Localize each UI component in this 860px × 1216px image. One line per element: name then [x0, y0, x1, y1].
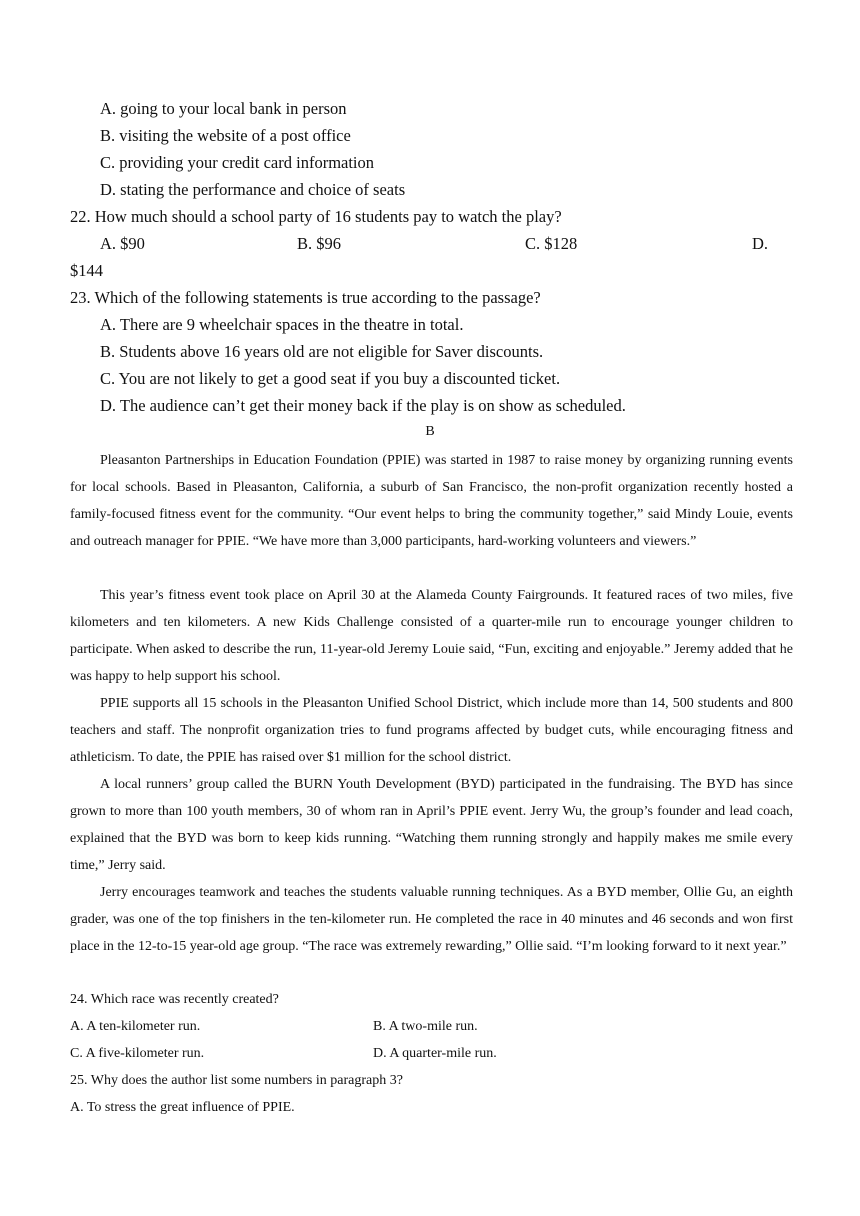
q24-option-b: B. A two-mile run.: [373, 1019, 478, 1034]
q21-option-a: A. going to your local bank in person: [100, 99, 347, 118]
passage-paragraph-3: PPIE supports all 15 schools in the Pleasanton Unified School District, which include more than 14, 500 students and 800 teachers and staff. The nonprofit organization tries to fund programs affected by budget cuts, while encouraging fitness and athleticism. To date, the PPIE has raised over $1 million for the school district.: [70, 696, 793, 765]
q24-option-a: A. A ten-kilometer run.: [70, 1019, 201, 1034]
q23-option-b: B. Students above 16 years old are not eligible for Saver discounts.: [100, 342, 544, 361]
q21-option-c: C. providing your credit card information: [100, 153, 375, 172]
q22-stem: 22. How much should a school party of 16 students pay to watch the play?: [70, 207, 562, 226]
q24-stem: 24. Which race was recently created?: [70, 992, 279, 1007]
passage-paragraph-2: This year’s fitness event took place on April 30 at the Alameda County Fairgrounds. It featured races of two miles, five kilometers and ten kilometers. A new Kids Challenge consisted of a quarter-mile run to encourage younger children to participate. When asked to describe the run, 11-year-old Jeremy Louie said, “Fun, exciting and enjoyable.” Jeremy added that he was happy to help support his school.: [70, 588, 793, 684]
q23-stem: 23. Which of the following statements is true according to the passage?: [70, 288, 541, 307]
q24-option-d: D. A quarter-mile run.: [373, 1046, 497, 1061]
q22-option-b: B. $96: [297, 234, 342, 253]
q23-option-c: C. You are not likely to get a good seat if you buy a discounted ticket.: [100, 369, 561, 388]
passage-paragraph-1: Pleasanton Partnerships in Education Foundation (PPIE) was started in 1987 to raise money by organizing running events for local schools. Based in Pleasanton, California, a suburb of San Francisco, the non-profit organization recently hosted a family-focused fitness event for the community. “Our event helps to bring the community together,” said Mindy Louie, events and outreach manager for PPIE. “We have more than 3,000 participants, hard-working volunteers and viewers.”: [70, 453, 793, 549]
q22-option-c: C. $128: [525, 234, 578, 253]
passage-paragraph-5: Jerry encourages teamwork and teaches the students valuable running techniques. As a BYD member, Ollie Gu, an eighth grader, was one of the top finishers in the ten-kilometer run. He completed the race in 40 minutes and 46 seconds and won first place in the 12-to-15 year-old age group. “The race was extremely rewarding,” Ollie said. “I’m looking forward to it next year.”: [70, 885, 793, 954]
q21-option-b: B. visiting the website of a post office: [100, 126, 351, 145]
q22-option-a: A. $90: [100, 234, 145, 253]
q25-option-a: A. To stress the great influence of PPIE.: [70, 1100, 295, 1115]
q23-option-d: D. The audience can’t get their money back if the play is on show as scheduled.: [100, 396, 626, 415]
q23-option-a: A. There are 9 wheelchair spaces in the theatre in total.: [100, 315, 464, 334]
q24-option-c: C. A five-kilometer run.: [70, 1046, 205, 1061]
q25-stem: 25. Why does the author list some numbers in paragraph 3?: [70, 1073, 403, 1088]
q22-option-d-letter: D.: [752, 234, 769, 253]
q22-option-d-value: $144: [70, 261, 103, 280]
section-b-heading: B: [425, 424, 435, 439]
q21-option-d: D. stating the performance and choice of seats: [100, 180, 406, 199]
passage-paragraph-4: A local runners’ group called the BURN Youth Development (BYD) participated in the fundraising. The BYD has since grown to more than 100 youth members, 30 of whom ran in April’s PPIE event. Jerry Wu, the group’s founder and lead coach, explained that the BYD was born to keep kids running. “Watching them running strongly and happily makes me smile every time,” Jerry said.: [70, 777, 793, 873]
